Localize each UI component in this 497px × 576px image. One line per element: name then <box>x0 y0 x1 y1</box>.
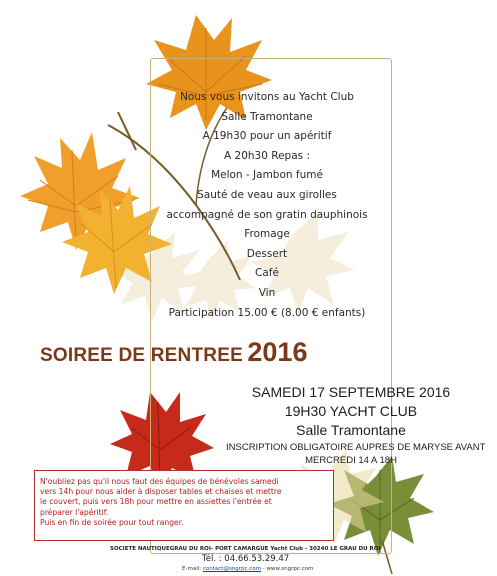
note-line: le couvert, puis vers 18h pour mettre en assiettes l'entrée et <box>40 497 272 507</box>
menu-line: accompagné de son gratin dauphinois <box>166 208 368 221</box>
menu-line: Fromage <box>244 228 290 241</box>
menu-line: Sauté de veau aux girolles <box>197 188 337 201</box>
footer-phone: Tél. : 04.66.53.29.47 <box>202 554 290 564</box>
inscription-line-2: MERCREDI 14 A 18H <box>305 455 397 466</box>
menu-line: A 20h30 Repas : <box>224 149 310 162</box>
menu-line: Café <box>255 267 279 280</box>
note-line: Puis en fin de soirée pour tout ranger. <box>40 517 184 527</box>
footer-web: - www.sngrpc.com <box>261 566 314 572</box>
note-line: N'oubliez pas qu'il nous faut des équipes de bénévoles samedi <box>40 477 279 486</box>
footer-email-label: E-mail: <box>182 566 203 572</box>
event-date: SAMEDI 17 SEPTEMBRE 2016 <box>251 384 451 400</box>
note-line: préparer l'apéritif. <box>40 507 109 517</box>
event-title <box>40 337 307 368</box>
note-line: vers 14h pour nous aider à disposer tables et chaises et mettre <box>40 487 282 497</box>
menu-line: Participation 15.00 € (8.00 € enfants) <box>168 306 366 319</box>
event-title-text: SOIREE DE RENTREE <box>40 345 243 366</box>
menu-line: Nous vous invitons au Yacht Club <box>180 91 354 103</box>
inscription-line-1: INSCRIPTION OBLIGATOIRE AUPRES DE MARYSE AVANT <box>226 442 486 453</box>
event-place: Salle Tramontane <box>296 422 406 438</box>
menu-line: A 19h30 pour un apéritif <box>202 130 332 143</box>
menu-text <box>132 88 402 323</box>
event-time: 19H30 YACHT CLUB <box>284 403 418 419</box>
footer-email-link[interactable]: contact@sngrpc.com <box>202 566 262 572</box>
event-title-year: 2016 <box>247 337 308 367</box>
volunteer-note <box>34 470 334 541</box>
menu-line: Melon - Jambon fumé <box>211 169 323 182</box>
menu-line: Vin <box>258 286 276 299</box>
footer-contact <box>182 566 313 572</box>
menu-line: Salle Tramontane <box>221 110 313 123</box>
menu-line: Dessert <box>246 247 288 260</box>
footer-org: SOCIETE NAUTIQUEGRAU DU ROI- PORT CAMARGUE Yacht Club - 30240 LE GRAU DU ROI <box>110 546 381 552</box>
